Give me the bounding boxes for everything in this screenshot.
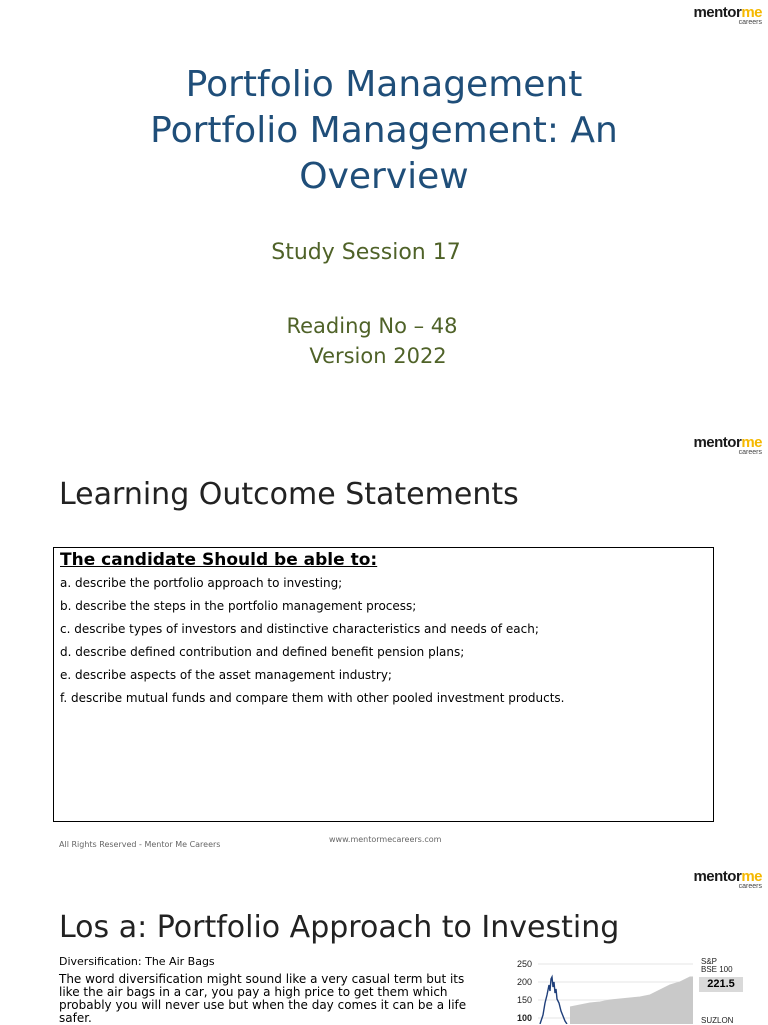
diversification-subheading: Diversification: The Air Bags — [59, 955, 215, 968]
los-item-b: b. describe the steps in the portfolio management process; — [60, 599, 417, 613]
los-a-heading: Los a: Portfolio Approach to Investing — [59, 910, 620, 945]
version: Version 2022 — [309, 344, 447, 368]
stock-index-chart — [510, 955, 765, 1024]
index-value-badge: 221.5 — [699, 977, 743, 992]
diversification-body: The word diversification might sound like a very casual term but its like the air bags in a car, you pay a high price to get them which probably you will never use but when the day comes it can be a life safer. — [59, 972, 467, 1025]
footer-website[interactable]: www.mentormecareers.com — [329, 835, 442, 844]
slide-title-line-3: Overview — [299, 156, 469, 197]
mentorme-logo: mentorme careers — [693, 868, 762, 890]
study-session: Study Session 17 — [271, 240, 461, 265]
reading-number: Reading No – 48 — [286, 314, 458, 338]
los-item-c: c. describe types of investors and distinctive characteristics and needs of each; — [60, 622, 539, 636]
footer-rights: All Rights Reserved - Mentor Me Careers — [59, 840, 221, 849]
y-tick-100: 100 — [517, 1013, 533, 1023]
los-item-f: f. describe mutual funds and compare them with other pooled investment products. — [60, 691, 565, 705]
learning-outcomes-box — [53, 547, 714, 822]
slide-title-line-1: Portfolio Management — [185, 64, 583, 105]
slide-title-line-2: Portfolio Management: An — [150, 110, 618, 151]
los-intro: The candidate Should be able to: — [60, 550, 378, 570]
mentorme-logo: mentorme careers — [693, 4, 762, 26]
mentorme-logo: mentorme careers — [693, 434, 762, 456]
los-item-e: e. describe aspects of the asset management industry; — [60, 668, 392, 682]
slide-title — [0, 0, 768, 410]
suzlon-label: SUZLON — [701, 1016, 734, 1025]
y-tick-200: 200 — [517, 977, 533, 987]
los-heading: Learning Outcome Statements — [59, 477, 519, 512]
los-item-a: a. describe the portfolio approach to investing; — [60, 576, 343, 590]
y-tick-150: 150 — [517, 995, 533, 1005]
y-tick-250: 250 — [517, 959, 533, 969]
suzlon-line — [540, 977, 567, 1024]
los-item-d: d. describe defined contribution and defined benefit pension plans; — [60, 645, 465, 659]
index-label: S&P BSE 100 — [701, 957, 733, 974]
